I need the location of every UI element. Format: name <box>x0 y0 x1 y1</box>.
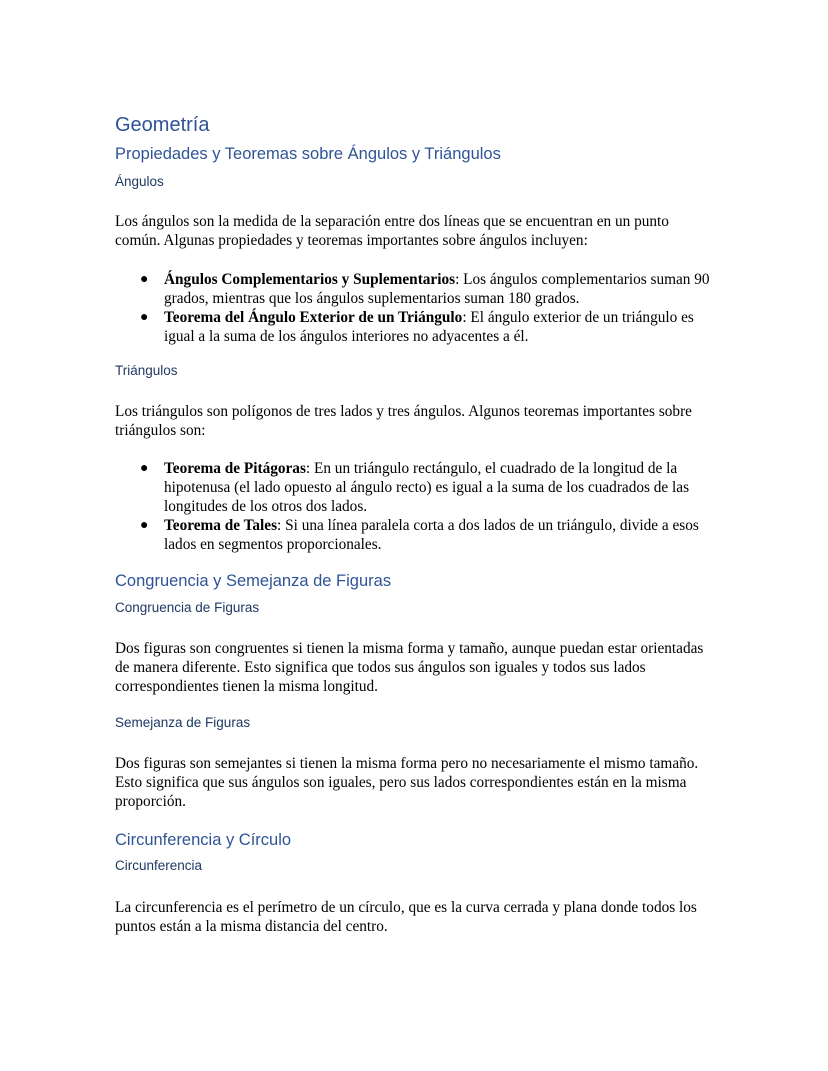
bullet-icon: ● <box>140 518 149 533</box>
section-heading-congruencia-semejanza: Congruencia y Semejanza de Figuras <box>115 572 392 590</box>
subsection-heading-circunferencia: Circunferencia <box>115 858 203 873</box>
list-triangulos <box>115 459 715 554</box>
bullet-text: : En un triángulo rectángulo, el cuadrado de la longitud de la hipotenusa (el lado opuesto al ángulo recto) es igual a la suma de los cuadrados de las longitudes de los otros dos lados. <box>164 460 690 515</box>
document-title: Geometría <box>115 114 210 136</box>
paragraph-congruencia: Dos figuras son congruentes si tienen la misma forma y tamaño, aunque puedan estar orientadas de manera diferente. Esto significa que todos sus ángulos son iguales y todos sus lados correspondientes tienen la misma longitud. <box>115 640 704 695</box>
paragraph-semejanza: Dos figuras son semejantes si tienen la misma forma pero no necesariamente el mismo tamaño. Esto significa que sus ángulos son iguales, pero sus lados correspondientes están en la misma proporción. <box>115 755 699 810</box>
document-page <box>115 0 715 1071</box>
bullet-term: Ángulos Complementarios y Suplementarios <box>164 271 456 288</box>
section-heading-circunferencia-circulo: Circunferencia y Círculo <box>115 831 292 849</box>
bullet-term: Teorema del Ángulo Exterior de un Triángulo <box>164 309 463 326</box>
bullet-text: : Los ángulos complementarios suman 90 grados, mientras que los ángulos suplementarios suman 180 grados. <box>164 271 710 307</box>
subsection-heading-semejanza: Semejanza de Figuras <box>115 715 251 730</box>
bullet-icon: ● <box>140 272 149 287</box>
list-item <box>115 459 715 516</box>
list-angulos <box>115 270 715 346</box>
paragraph-angulos: Los ángulos son la medida de la separación entre dos líneas que se encuentran en un punto común. Algunas propiedades y teoremas importantes sobre ángulos incluyen: <box>115 213 669 249</box>
list-item <box>115 308 715 346</box>
subsection-heading-angulos: Ángulos <box>115 174 164 189</box>
bullet-text: : El ángulo exterior de un triángulo es igual a la suma de los ángulos interiores no adyacentes a él. <box>164 309 694 345</box>
bullet-term: Teorema de Pitágoras <box>164 460 306 477</box>
paragraph-triangulos: Los triángulos son polígonos de tres lados y tres ángulos. Algunos teoremas importantes sobre triángulos son: <box>115 403 692 439</box>
bullet-icon: ● <box>140 310 149 325</box>
bullet-icon: ● <box>140 461 149 476</box>
paragraph-circunferencia: La circunferencia es el perímetro de un círculo, que es la curva cerrada y plana donde todos los puntos están a la misma distancia del centro. <box>115 899 697 935</box>
bullet-text: : Si una línea paralela corta a dos lados de un triángulo, divide a esos lados en segmentos proporcionales. <box>164 517 699 553</box>
subsection-heading-triangulos: Triángulos <box>115 363 178 378</box>
section-heading-angulos-triangulos: Propiedades y Teoremas sobre Ángulos y Triángulos <box>115 145 501 163</box>
list-item <box>115 270 715 308</box>
list-item <box>115 516 715 554</box>
subsection-heading-congruencia: Congruencia de Figuras <box>115 600 260 615</box>
bullet-term: Teorema de Tales <box>164 517 278 534</box>
